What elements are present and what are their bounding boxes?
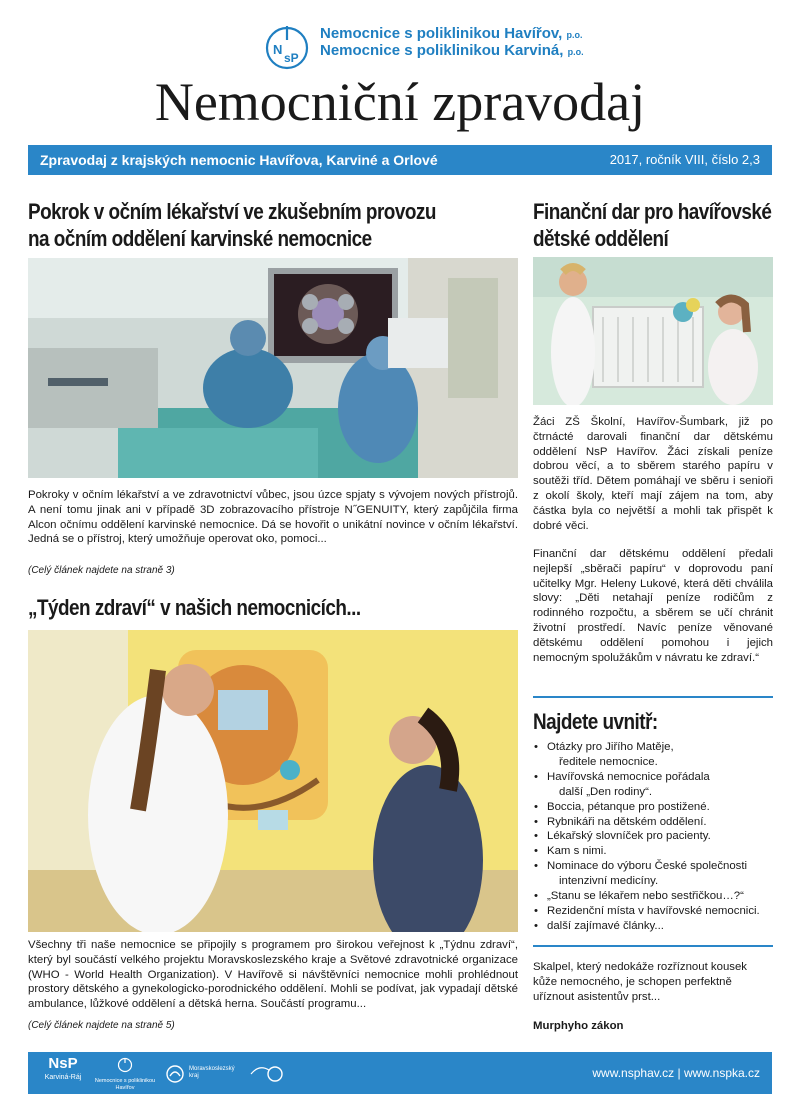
footer-links[interactable]: www.nsphav.cz | www.nspka.cz (592, 1066, 760, 1080)
health-week-photo (28, 630, 518, 932)
swirl-logo-icon (245, 1060, 285, 1088)
svg-text:sP: sP (284, 51, 299, 65)
list-item: • „Stanu se lékařem nebo sestřičkou…?“ (547, 889, 791, 904)
divider-bottom (533, 945, 773, 947)
nsp-havirov-logo: Nemocnice s poliklinikou Havířov (90, 1057, 160, 1091)
article1-title: Pokrok v očním lékařství ve zkušebním provozu na očním oddělení karvinské nemocnice (28, 199, 436, 251)
list-item: • Otázky pro Jiřího Matěje, ředitele nemocnice. (547, 740, 791, 770)
article2-note: (Celý článek najdete na straně 5) (28, 1020, 175, 1031)
quote-source: Murphyho zákon (533, 1020, 624, 1032)
article3-para1: Žáci ZŠ Školní, Havířov-Šumbark, již po čtrnácté darovali finanční dar dětskému oddělení NsP Havířov. Žáci získali peníze dobrou věcí, a to sběrem starého papíru v soutěži tříd. Dětem pomáhají ve sběru i senioři z okolí školy, kteří mají zájem na tom, aby částka byla co největší a mohli tak přispět k dobré věci. (533, 416, 773, 532)
article1-note: (Celý článek najdete na straně 3) (28, 565, 175, 576)
network-logo (245, 1060, 285, 1088)
article2-title: „Týden zdraví“ v našich nemocnicích... (28, 595, 361, 620)
article3-para2: Finanční dar dětskému oddělení předali nejlepší „sběrači papíru“ v doprovodu paní učitelky Mgr. Heleny Lukové, která děti chválila slovy: „Děti netahají peníze rodičům z rodinného rozpočtu, a sběrem se učí chránit životní prostředí. Navíc peníze věnované dětskému oddělení pomohou i jejich nemocným spolužákům v návratu ke zdraví.“ (533, 548, 773, 664)
region-emblem-icon (165, 1064, 185, 1084)
list-item: • další zajímavé články... (547, 919, 791, 934)
article3-title: Finanční dar pro havířovské dětské oddělení (533, 199, 772, 251)
msk-region-logo: Moravskoslezský kraj (165, 1060, 235, 1090)
nsp-karvina-logo: NsP Karviná-Ráj (44, 1055, 82, 1081)
divider-top (533, 696, 773, 698)
band-subtitle: Zpravodaj z krajských nemocnic Havířova, Karviné a Orlové (40, 152, 438, 168)
svg-text:N: N (273, 42, 283, 57)
list-item: • Kam s nimi. (547, 844, 791, 859)
list-item: • Boccia, pétanque pro postižené. (547, 800, 791, 815)
masthead-title: Nemocniční zpravodaj (154, 72, 646, 132)
list-item: • Lékařský slovníček pro pacienty. (547, 829, 791, 844)
inside-list (533, 740, 791, 934)
article1-body: Pokroky v očním lékařství a ve zdravotnictví vůbec, jsou úzce spjaty s vývojem nových přístrojů. A není tomu jinak ani v případě 3D zobrazovacího přístroje N˝GENUITY, který zapůjčila firma Alcon očnímu oddělení karvinské nemocnice. Dá se hovořit o unikátní novince v očním lékařství. Jedná se o přístroj, který umožňuje operovat oko, pomoci... (28, 489, 518, 546)
list-item: • Rezidenční místa v havířovské nemocnici. (547, 904, 791, 919)
issue-info: 2017, ročník VIII, číslo 2,3 (609, 152, 760, 167)
hospital-logo-icon (262, 24, 312, 72)
list-item: • Nominace do výboru České společnosti intenzivní medicíny. (547, 859, 791, 889)
surgery-photo (28, 258, 518, 478)
donation-photo (533, 257, 773, 405)
quote-text: Skalpel, který nedokáže rozříznout kousek kůže nemocného, je schopen perfektně uříznout asistentův prst... (533, 961, 748, 1003)
hospital-name-karvina: Nemocnice s poliklinikou Karviná, p.o. (320, 42, 584, 59)
hospital-logo-small-icon (117, 1057, 133, 1073)
inside-title: Najdete uvnitř: (533, 709, 658, 734)
list-item: • Havířovská nemocnice pořádala další „Den rodiny“. (547, 770, 791, 800)
list-item: • Rybnikáři na dětském oddělení. (547, 815, 791, 830)
article2-body: Všechny tři naše nemocnice se připojily s programem pro širokou veřejnost k „Týdnu zdraví“, který byl součástí velkého projektu Moravskoslezského kraje a Světové zdravotnické organizace (WHO - World Health Organization). V Havířově si návštěvníci nemocnice mohli prohlédnout prostory dětského a gynekologicko-porodnického oddělení. Mohli se podívat, jak vypadají dětské ambulance, lůžkové oddělení a dětská herna. Součástí programu... (28, 939, 518, 1011)
hospital-name-havirov: Nemocnice s poliklinikou Havířov, p.o. (320, 25, 583, 42)
